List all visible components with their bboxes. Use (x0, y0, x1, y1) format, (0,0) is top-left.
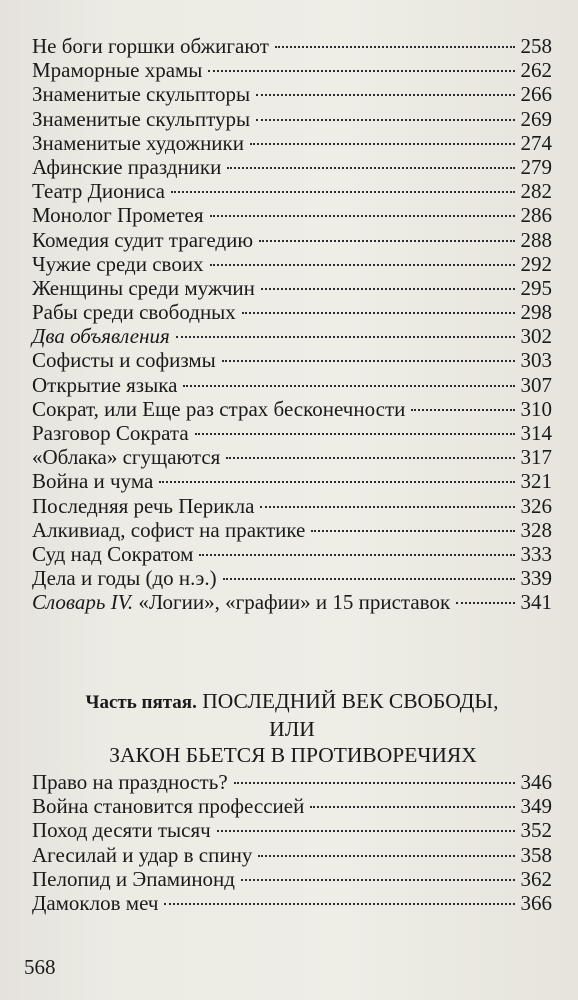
toc-entry-page: 310 (520, 396, 552, 421)
toc-entry (32, 542, 552, 566)
toc-entry-page: 362 (520, 866, 552, 891)
toc-entry (32, 58, 552, 82)
dot-leader (164, 903, 514, 905)
dot-leader (210, 264, 515, 266)
dot-leader (311, 530, 514, 532)
toc-entry-page: 358 (520, 842, 552, 867)
part-title-line3: ЗАКОН БЬЕТСЯ В ПРОТИВОРЕЧИЯХ (109, 743, 477, 767)
dot-leader (195, 433, 515, 435)
toc-entry-page: 349 (520, 794, 552, 819)
dot-leader (259, 240, 514, 242)
dot-leader (456, 602, 514, 604)
dot-leader (217, 830, 515, 832)
dot-leader (171, 191, 514, 193)
dot-leader (227, 167, 514, 169)
dot-leader (256, 119, 514, 121)
toc-entry-title: Право на праздность? (32, 770, 228, 794)
dot-leader (226, 457, 514, 459)
toc-entry-page: 269 (520, 106, 552, 131)
dot-leader (310, 806, 514, 808)
toc-entry-title-rest: «Логии», «графии» и 15 приставок (133, 590, 451, 615)
dot-leader (223, 578, 515, 580)
toc-entry-title: «Облака» сгущаются (32, 445, 221, 470)
dot-leader (241, 879, 515, 881)
dot-leader (208, 70, 514, 72)
toc-entry-title: Поход десяти тысяч (32, 818, 211, 843)
dot-leader (183, 385, 514, 387)
toc-entry-page: 288 (520, 227, 552, 252)
toc-entry (32, 179, 552, 203)
toc-entry (32, 107, 552, 131)
toc-entry-title: Дела и годы (до н.э.) (32, 566, 217, 591)
toc-entry (32, 818, 552, 842)
toc-entry (32, 469, 552, 493)
toc-entry-title: Сократ, или Еще раз страх бесконечности (32, 396, 406, 421)
dot-leader (258, 855, 514, 857)
toc-entry-page: 352 (520, 818, 552, 843)
toc-entry-page: 341 (520, 590, 552, 615)
toc-entry (32, 445, 552, 469)
part-title-line1: ПОСЛЕДНИЙ ВЕК СВОБОДЫ, (202, 689, 499, 713)
toc-entry-title: Чужие среди своих (32, 251, 204, 276)
toc-entry-title: Рабы среди свободных (32, 300, 236, 325)
toc-entry (32, 203, 552, 227)
toc-entry (32, 82, 552, 106)
toc-entry (32, 843, 552, 867)
toc-entry-title-italic: Словарь IV. (32, 590, 134, 615)
toc-entry-page: 286 (520, 203, 552, 228)
toc-entry-page: 274 (520, 130, 552, 155)
dot-leader (256, 94, 514, 96)
toc-entry-page: 282 (520, 179, 552, 204)
toc-entry-page: 321 (520, 469, 552, 494)
dot-leader (159, 481, 514, 483)
toc-entry-page: 317 (520, 445, 552, 470)
toc-entry-title: Театр Диониса (32, 179, 166, 204)
toc-entry (32, 770, 552, 794)
toc-entry (32, 34, 552, 58)
toc-entry-page: 298 (520, 300, 552, 325)
toc-entry-page: 266 (520, 82, 552, 107)
toc-entry (32, 867, 552, 891)
toc-entry (32, 566, 552, 590)
toc-entry-page: 314 (520, 421, 552, 445)
toc-entry-page: 307 (520, 372, 552, 397)
toc-entry-page: 302 (520, 324, 552, 349)
toc-entry-title (32, 590, 450, 614)
toc-entry-title: Война и чума (32, 469, 154, 494)
toc-entry-page: 326 (520, 493, 552, 518)
dot-leader (250, 143, 515, 145)
toc-entry (32, 348, 552, 372)
dot-leader (234, 782, 515, 784)
toc-entry (32, 373, 552, 397)
toc-entry-page: 339 (520, 566, 552, 591)
toc-entry-title: Агесилай и удар в спину (32, 842, 253, 867)
dot-leader (411, 409, 514, 411)
toc-entry-page: 366 (520, 890, 552, 915)
toc-entry-title: Монолог Прометея (32, 203, 204, 228)
toc-entry (32, 276, 552, 300)
toc-entry (32, 252, 552, 276)
toc-entry-page: 295 (520, 275, 552, 300)
toc-entry-title: Разговор Сократа (32, 421, 189, 445)
toc-entry-page: 292 (520, 251, 552, 276)
toc-entry (32, 131, 552, 155)
toc-entry-page: 346 (520, 770, 552, 794)
toc-entry (32, 590, 552, 614)
part-label: Часть пятая. (85, 692, 197, 713)
toc-entry-title: Два объявления (32, 324, 170, 349)
dot-leader (210, 215, 515, 217)
toc-entry-page: 333 (520, 541, 552, 566)
dot-leader (275, 46, 515, 48)
dot-leader (222, 360, 515, 362)
toc-list-part4 (32, 34, 552, 615)
part-heading (32, 688, 552, 742)
toc-entry (32, 324, 552, 348)
dot-leader (176, 336, 515, 338)
toc-entry (32, 891, 552, 915)
toc-entry (32, 421, 552, 445)
toc-entry-title: Знаменитые скульпторы (32, 82, 251, 107)
toc-entry (32, 300, 552, 324)
toc-entry-title: Последняя речь Перикла (32, 493, 255, 518)
toc-entry (32, 155, 552, 179)
toc-entry-page: 258 (520, 34, 552, 58)
toc-entry-title: Суд над Сократом (32, 541, 194, 566)
toc-entry-title: Женщины среди мужчин (32, 275, 255, 300)
toc-entry-title: Алкивиад, софист на практике (32, 517, 306, 542)
dot-leader (260, 506, 514, 508)
toc-entry (32, 397, 552, 421)
toc-entry-page: 262 (520, 58, 552, 83)
toc-entry (32, 228, 552, 252)
toc-entry-title: Не боги горшки обжигают (32, 34, 269, 58)
toc-entry-title: Открытие языка (32, 372, 178, 397)
toc-entry (32, 518, 552, 542)
toc-entry-title: Мраморные храмы (32, 58, 203, 83)
page-folio: 568 (24, 955, 56, 979)
toc-list-part5 (32, 770, 552, 915)
part-title-line2: ИЛИ (269, 717, 315, 741)
part-subheading (20, 742, 566, 768)
dot-leader (261, 288, 515, 290)
toc-entry-title: Знаменитые художники (32, 130, 244, 155)
toc-entry (32, 794, 552, 818)
toc-entry (32, 494, 552, 518)
toc-entry-page: 279 (520, 154, 552, 179)
toc-entry-title: Софисты и софизмы (32, 348, 216, 373)
toc-entry-page: 303 (520, 348, 552, 373)
toc-entry-title: Знаменитые скульптуры (32, 106, 251, 131)
toc-entry-title: Пелопид и Эпаминонд (32, 866, 235, 891)
toc-entry-title: Война становится профессией (32, 794, 305, 819)
toc-entry-title: Афинские праздники (32, 154, 222, 179)
toc-entry-page: 328 (520, 517, 552, 542)
dot-leader (242, 312, 515, 314)
toc-entry-title: Комедия судит трагедию (32, 227, 254, 252)
toc-entry-title: Дамоклов меч (32, 890, 159, 915)
dot-leader (199, 554, 514, 556)
